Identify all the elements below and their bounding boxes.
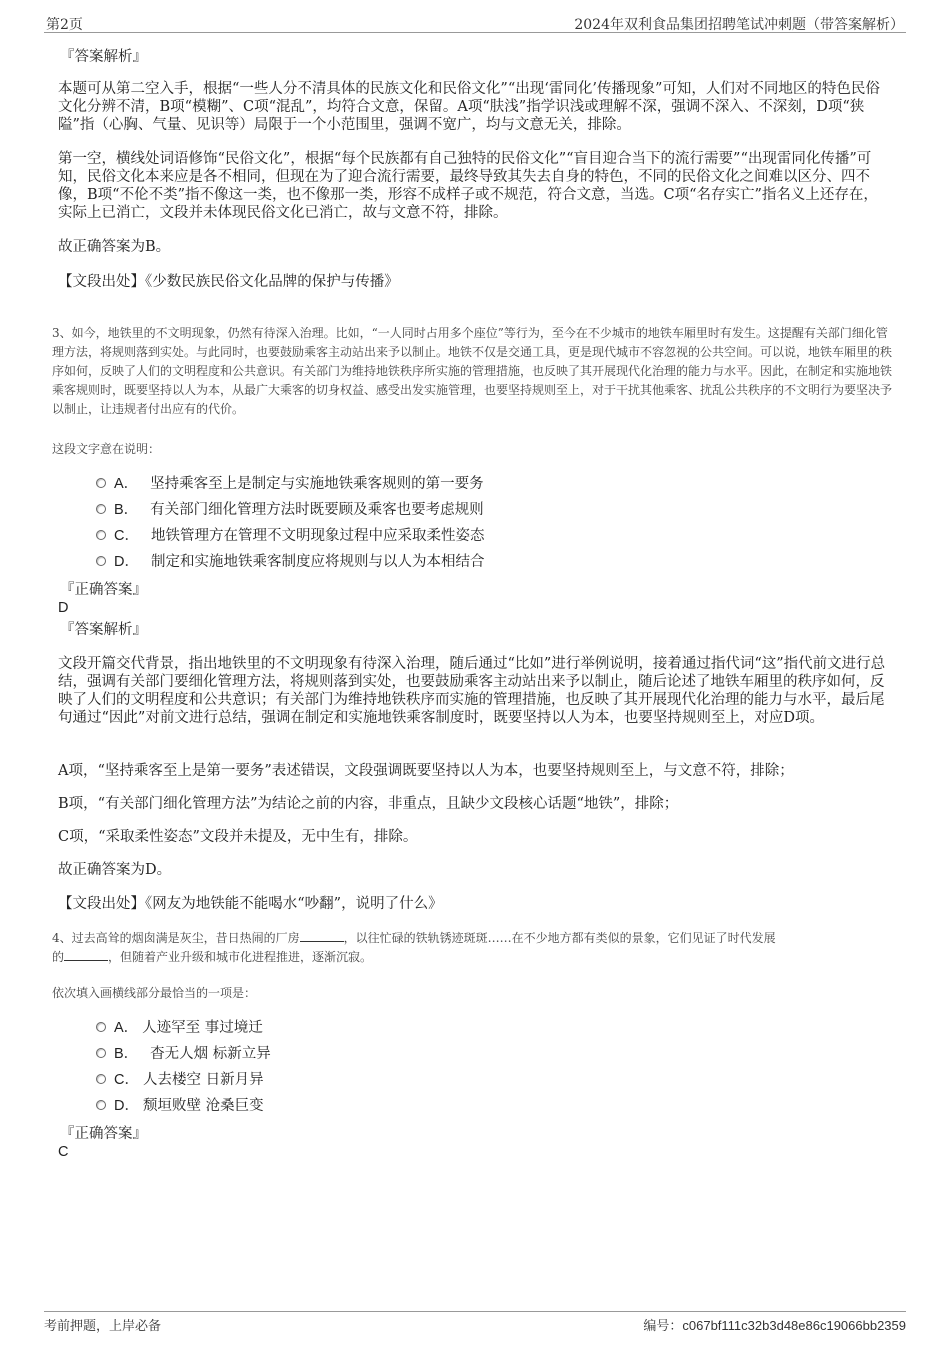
document-title: 2024年双利食品集团招聘笔试冲刺题（带答案解析） <box>574 17 904 33</box>
q2-analysis-para1: 本题可从第二空入手，根据“一些人分不清具体的民族文化和民俗文化”“出现‘雷同化’传播现象”可知，人们对不同地区的特色民俗文化分辨不清，B项“模糊”、C项“混乱”，均符合文意，保留。A项“肤浅”指学识浅或理解不深，强调不深入、不深刻，D项“狭隘”指（心胸、气量、见识等）局限于一个小范围里，强调不宽广，均与文意无关，排除。 <box>58 81 880 133</box>
q3-answer: D <box>58 600 69 616</box>
q4-answer: C <box>58 1144 69 1160</box>
q3-stem: 3、如今，地铁里的不文明现象，仍然有待深入治理。比如，“一人同时占用多个座位”等行为，至今在不少城市的地铁车厢里时有发生。这提醒有关部门细化管理方法，将规则落到实处。与此同时，也要鼓励乘客主动站出来予以制止。地铁不仅是交通工具，更是现代城市不容忽视的公共空间。可以说，地铁车厢里的秩序如何，反映了人们的文明程度和公共意识。有关部门为维持地铁秩序所实施的管理措施，也反映了其开展现代化治理的能力与水平。因此，在制定和实施地铁乘客规则时，既要坚持以人为本，从最广大乘客的切身权益、感受出发实施管理，也要坚持规则至上，对于干扰其他乘客、扰乱公共秩序的不文明行为要坚决予以制止，让违规者付出应有的代价。 <box>52 326 893 416</box>
q3-analysis-label: 『答案解析』 <box>60 622 147 638</box>
document-code: 编号：c067bf111c32b3d48e86c19066bb2359 <box>643 1318 906 1334</box>
q4-question: 依次填入画横线部分最恰当的一项是： <box>52 986 257 1000</box>
q3-source: 【文段出处】《网友为地铁能不能喝水“吵翻”，说明了什么》 <box>58 896 443 912</box>
q3-analysis-option-b: B项，“有关部门细化管理方法”为结论之前的内容，非重点，且缺少文段核心话题“地铁”，排除； <box>58 796 679 812</box>
q3-option-d[interactable]: D． 制定和实施地铁乘客制度应将规则与以人为本相结合 <box>96 552 484 572</box>
page-number: 第2页 <box>46 17 83 33</box>
q3-option-a[interactable]: A． 坚持乘客至上是制定与实施地铁乘客规则的第一要务 <box>96 474 484 494</box>
q4-option-b[interactable]: B． 杳无人烟 标新立异 <box>96 1044 271 1064</box>
radio-icon[interactable] <box>96 504 106 514</box>
radio-icon[interactable] <box>96 478 106 488</box>
q3-option-b[interactable]: B． 有关部门细化管理方法时既要顾及乘客也要考虑规则 <box>96 500 484 520</box>
q2-conclusion: 故正确答案为B。 <box>58 239 171 255</box>
q3-analysis-para1: 文段开篇交代背景，指出地铁里的不文明现象有待深入治理，随后通过“比如”进行举例说明，接着通过指代词“这”指代前文进行总结，强调有关部门要细化管理方法，将规则落到实处，也要鼓励乘客主动站出来予以制止，随后论述了地铁车厢里的秩序如何，反映了人们的文明程度和公共意识；有关部门为维持地铁秩序而实施的管理措施，也反映了其开展现代化治理的能力与水平，最后尾句通过“因此”对前文进行总结，强调在制定和实施地铁乘客制度时，既要坚持以人为本，也要坚持规则至上，对应D项。 <box>58 656 886 726</box>
q2-analysis-para2: 第一空，横线处词语修饰“民俗文化”，根据“每个民族都有自己独特的民俗文化”“盲目迎合当下的流行需要”“出现雷同化传播”可知，民俗文化本来应是各不相同，但现在为了迎合流行需要，最终导致其失去自身的特色，不同的民俗文化之间难以区分、四不像，B项“不伦不类”指不像这一类，也不像那一类，形容不成样子或不规范，符合文意，当选。C项“名存实亡”指名义上还存在，实际上已消亡，文段并未体现民俗文化已消亡，故与文意不符，排除。 <box>58 151 878 221</box>
radio-icon[interactable] <box>96 1074 106 1084</box>
page-footer <box>44 1311 906 1336</box>
fill-blank-2 <box>64 948 108 961</box>
q4-option-c[interactable]: C． 人去楼空 日新月异 <box>96 1070 264 1090</box>
q3-analysis-option-a: A项，“坚持乘客至上是第一要务”表述错误，文段强调既要坚持以人为本，也要坚持规则至上，与文意不符，排除； <box>58 763 794 779</box>
radio-icon[interactable] <box>96 1022 106 1032</box>
q4-option-a[interactable]: A． 人迹罕至 事过境迁 <box>96 1018 263 1038</box>
q4-stem: 4、过去高耸的烟囱满是灰尘，昔日热闹的厂房 ，以往忙碌的铁轨锈迹斑斑……在不少地方都有类似的景象，它们见证了时代发展 的 ，但随着产业升级和城市化进程推进，逐渐沉寂。 <box>52 931 776 964</box>
radio-icon[interactable] <box>96 1048 106 1058</box>
q2-source: 【文段出处】《少数民族民俗文化品牌的保护与传播》 <box>58 274 399 290</box>
q3-option-c[interactable]: C． 地铁管理方在管理不文明现象过程中应采取柔性姿态 <box>96 526 484 546</box>
q3-conclusion: 故正确答案为D。 <box>58 862 172 878</box>
footer-slogan: 考前押题，上岸必备 <box>44 1319 162 1334</box>
q4-option-d[interactable]: D． 颓垣败壁 沧桑巨变 <box>96 1096 264 1116</box>
q2-analysis-label: 『答案解析』 <box>60 49 147 65</box>
radio-icon[interactable] <box>96 530 106 540</box>
radio-icon[interactable] <box>96 1100 106 1110</box>
q3-answer-label: 『正确答案』 <box>60 582 147 598</box>
q3-question: 这段文字意在说明： <box>52 442 161 456</box>
page-header <box>44 12 906 33</box>
fill-blank-1 <box>300 929 344 942</box>
q3-analysis-option-c: C项，“采取柔性姿态”文段并未提及，无中生有，排除。 <box>58 829 418 845</box>
radio-icon[interactable] <box>96 556 106 566</box>
q4-answer-label: 『正确答案』 <box>60 1126 147 1142</box>
